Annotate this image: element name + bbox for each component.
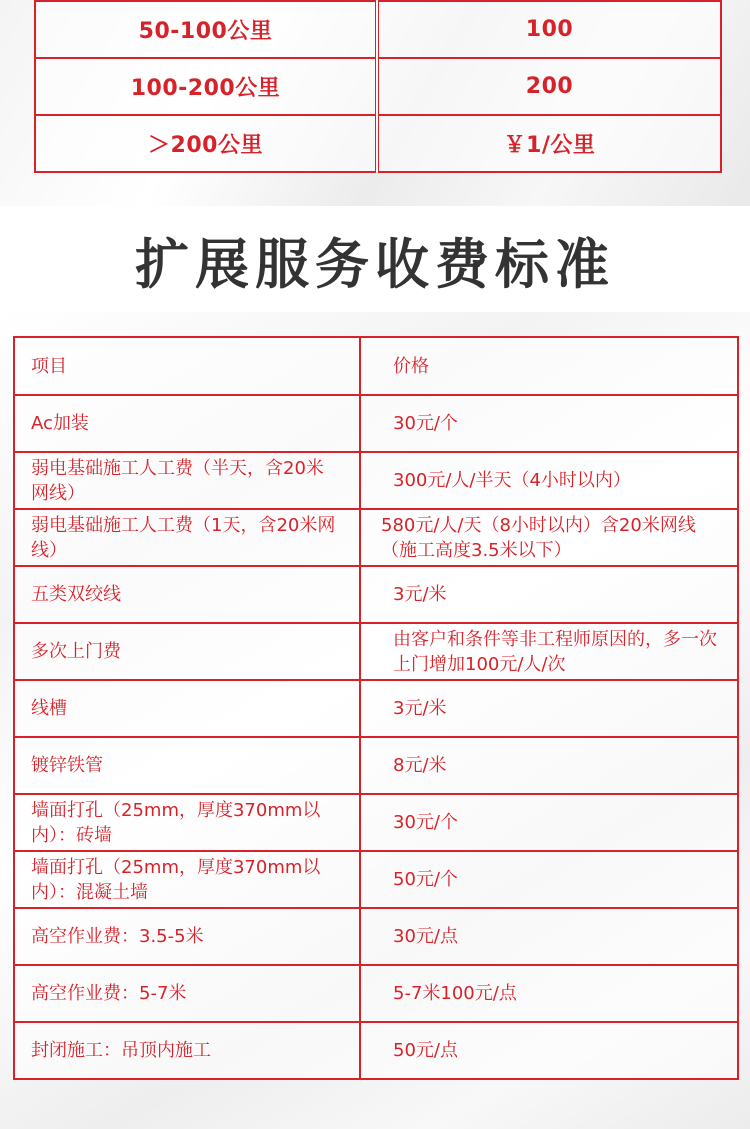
table-row — [14, 737, 738, 794]
item-cell: 弱电基础施工人工费（1天，含20米网线） — [14, 509, 360, 566]
price-cell: 50元/个 — [360, 851, 738, 908]
item-cell: 高空作业费：5-7米 — [14, 965, 360, 1022]
item-cell: Ac加装 — [14, 395, 360, 452]
price-cell: 300元/人/半天（4小时以内） — [360, 452, 738, 509]
table-row — [14, 509, 738, 566]
distance-fee-cell: 100 — [377, 1, 721, 58]
table-row — [14, 680, 738, 737]
table-row — [35, 58, 721, 115]
distance-fee-cell: 200 — [377, 58, 721, 115]
header-item: 项目 — [14, 337, 360, 395]
table-row — [14, 908, 738, 965]
price-cell: 8元/米 — [360, 737, 738, 794]
price-cell: 30元/个 — [360, 794, 738, 851]
item-cell: 弱电基础施工人工费（半天，含20米网线） — [14, 452, 360, 509]
item-cell: 镀锌铁管 — [14, 737, 360, 794]
price-cell: 30元/点 — [360, 908, 738, 965]
item-cell: 高空作业费：3.5-5米 — [14, 908, 360, 965]
header-price: 价格 — [360, 337, 738, 395]
item-cell: 多次上门费 — [14, 623, 360, 680]
distance-range-cell: ＞200公里 — [35, 115, 377, 172]
table-row — [14, 851, 738, 908]
table-row — [14, 965, 738, 1022]
table-row — [14, 452, 738, 509]
distance-fee-table — [34, 0, 722, 173]
service-price-table — [13, 336, 739, 1080]
price-cell: 50元/点 — [360, 1022, 738, 1079]
item-cell: 墙面打孔（25mm，厚度370mm以内）：砖墙 — [14, 794, 360, 851]
item-cell: 线槽 — [14, 680, 360, 737]
table-row — [35, 1, 721, 58]
price-cell: 580元/人/天（8小时以内）含20米网线 （施工高度3.5米以下） — [360, 509, 738, 566]
distance-range-cell: 50-100公里 — [35, 1, 377, 58]
table-header-row — [14, 337, 738, 395]
item-cell: 封闭施工：吊顶内施工 — [14, 1022, 360, 1079]
section-title: 扩展服务收费标准 — [135, 233, 615, 296]
table-row — [14, 566, 738, 623]
distance-range-cell: 100-200公里 — [35, 58, 377, 115]
distance-fee-cell: ￥1/公里 — [377, 115, 721, 172]
price-cell: 由客户和条件等非工程师原因的，多一次上门增加100元/人/次 — [360, 623, 738, 680]
table-row — [14, 794, 738, 851]
item-cell: 五类双绞线 — [14, 566, 360, 623]
table-row — [14, 1022, 738, 1079]
table-row — [14, 623, 738, 680]
price-cell: 5-7米100元/点 — [360, 965, 738, 1022]
item-cell: 墙面打孔（25mm，厚度370mm以内）：混凝土墙 — [14, 851, 360, 908]
table-row — [14, 395, 738, 452]
price-cell: 3元/米 — [360, 566, 738, 623]
price-cell: 3元/米 — [360, 680, 738, 737]
price-cell: 30元/个 — [360, 395, 738, 452]
table-row — [35, 115, 721, 172]
